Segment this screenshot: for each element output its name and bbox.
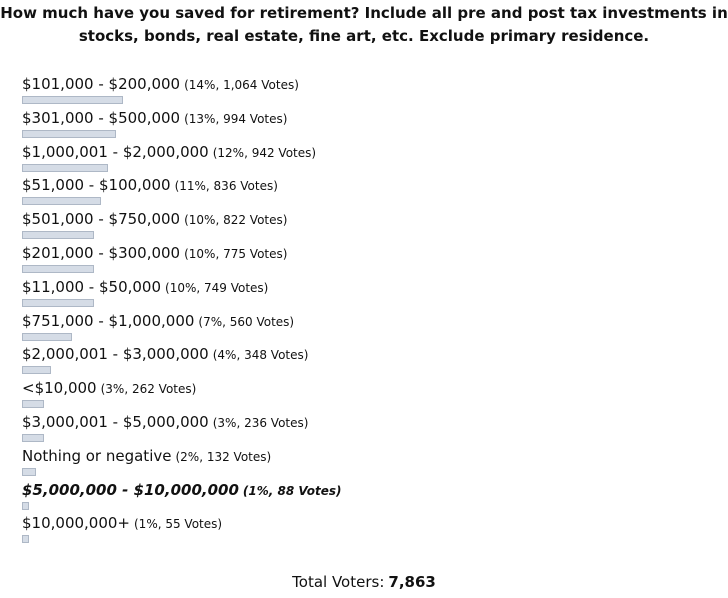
poll-option: [22, 175, 712, 209]
poll-option-text: [22, 412, 308, 433]
poll-option-text: [22, 513, 222, 534]
poll-option-bar: [22, 468, 36, 476]
poll-option: [22, 277, 712, 311]
poll-option-text: [22, 175, 278, 196]
poll-option-bar: [22, 299, 94, 307]
poll-option-bar: [22, 400, 44, 408]
poll-option-label: $751,000 - $1,000,000: [22, 311, 195, 330]
poll-option-bar: [22, 333, 72, 341]
poll-option-text: [22, 277, 268, 298]
poll-option-bar: [22, 130, 116, 138]
poll-option-bar: [22, 164, 108, 172]
poll-option: [22, 209, 712, 243]
poll-option-stats: (10%, 822 Votes): [184, 213, 288, 228]
poll-option-stats: (1%, 55 Votes): [134, 517, 223, 532]
poll-option-bar: [22, 434, 44, 442]
poll-option-label: $1,000,001 - $2,000,000: [22, 142, 209, 161]
poll-option: [22, 74, 712, 108]
poll-option-text: [22, 209, 287, 230]
poll-option-label: $501,000 - $750,000: [22, 210, 181, 229]
total-voters: [0, 572, 728, 592]
poll-option-label: $3,000,001 - $5,000,000: [22, 412, 209, 431]
poll-option-stats: (4%, 348 Votes): [212, 348, 309, 363]
poll-option-stats: (10%, 749 Votes): [165, 280, 269, 295]
poll-option: [22, 378, 712, 412]
poll-option: [22, 311, 712, 345]
poll-option-stats: (14%, 1,064 Votes): [184, 78, 299, 92]
poll-option-label: $11,000 - $50,000: [22, 277, 162, 296]
poll-option-stats: (2%, 132 Votes): [175, 449, 272, 464]
poll-option-stats: (3%, 236 Votes): [212, 415, 309, 430]
poll-option: [22, 446, 712, 480]
poll-option: [22, 412, 712, 446]
poll-option-text: [22, 446, 271, 467]
poll-option-text: [22, 243, 287, 264]
poll-option-label: Nothing or negative: [22, 446, 172, 465]
poll-option-text: [22, 142, 316, 163]
poll-option-text: [22, 480, 342, 501]
poll-option-bar: [22, 502, 29, 510]
poll-option-label: $5,000,000 - $10,000,000: [22, 480, 239, 499]
poll-option-bar: [22, 231, 94, 239]
total-voters-count: 7,863: [388, 573, 436, 591]
poll-option-bar: [22, 197, 101, 205]
poll-option: [22, 142, 712, 176]
poll-option-bar: [22, 366, 51, 374]
poll-option-stats: (11%, 836 Votes): [174, 179, 278, 194]
poll-option-stats: (12%, 942 Votes): [212, 145, 317, 160]
poll-option-text: [22, 378, 196, 399]
poll-option-bar: [22, 96, 123, 104]
poll-option: [22, 243, 712, 277]
poll-option-label: $301,000 - $500,000: [22, 108, 181, 127]
poll-option-text: [22, 311, 294, 332]
poll-option-stats: (10%, 775 Votes): [184, 246, 288, 261]
poll-question: How much have you saved for retirement? Include all pre and post tax investments in stocks, bonds, real estate, fine art, etc. Exclude primary residence.: [0, 4, 728, 45]
poll-option: [22, 344, 712, 378]
total-voters-label: Total Voters:: [292, 573, 385, 591]
poll-option-label: $51,000 - $100,000: [22, 176, 171, 195]
poll-results-list: [22, 74, 712, 547]
poll-option-stats: (13%, 994 Votes): [184, 111, 288, 126]
poll-option-stats: (3%, 262 Votes): [100, 382, 197, 397]
poll-option-label: $10,000,000+: [22, 514, 130, 533]
poll-option-label: $201,000 - $300,000: [22, 243, 181, 262]
poll-option: [22, 513, 712, 547]
poll-option-stats: (7%, 560 Votes): [198, 314, 295, 329]
poll-option-text: [22, 74, 299, 95]
poll-option-bar: [22, 535, 29, 543]
poll-option-label: $101,000 - $200,000: [22, 75, 181, 93]
poll-option: [22, 480, 712, 514]
poll-option: [22, 108, 712, 142]
poll-option-text: [22, 344, 308, 365]
poll-option-label: $2,000,001 - $3,000,000: [22, 345, 209, 364]
poll-option-text: [22, 108, 287, 129]
poll-option-bar: [22, 265, 94, 273]
poll-option-stats: (1%, 88 Votes): [242, 483, 342, 498]
poll-option-label: <$10,000: [22, 379, 97, 398]
